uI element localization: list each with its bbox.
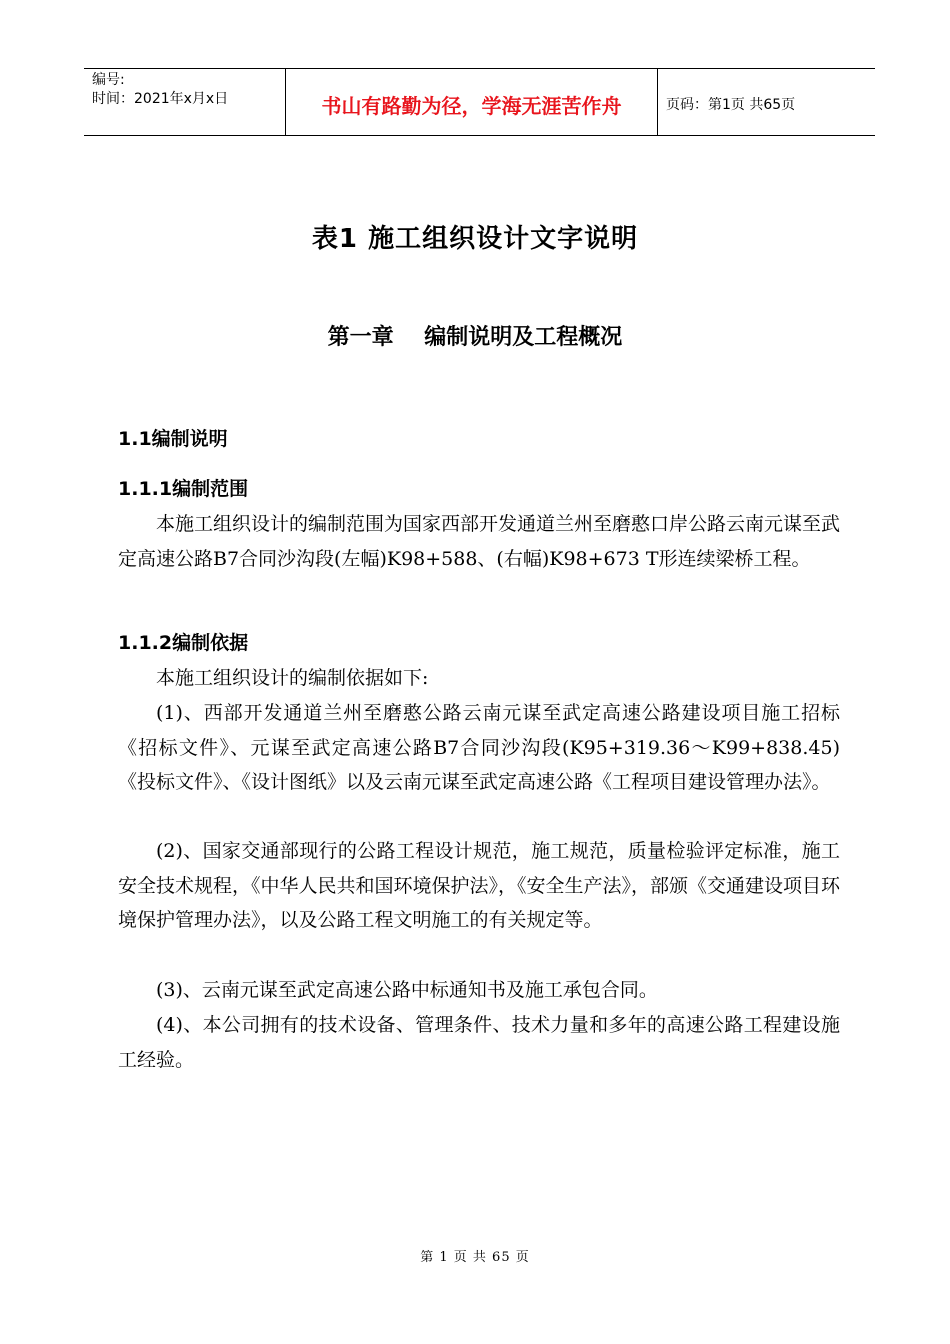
paragraph-basis-item-4: (4)、本公司拥有的技术设备、管理条件、技术力量和多年的高速公路工程建设施工经验。: [118, 1014, 840, 1071]
paragraph-scope: 本施工组织设计的编制范围为国家西部开发通道兰州至磨憨口岸公路云南元谋至武定高速公路B7合同沙沟段(左幅)K98+588、(右幅)K98+673 T形连续梁桥工程。: [118, 513, 841, 570]
section-heading-1-1-2: 1.1.2编制依据: [118, 632, 249, 654]
chapter-title: 第一章 编制说明及工程概况: [327, 325, 623, 350]
paragraph-basis-item-1: (1)、西部开发通道兰州至磨憨公路云南元谋至武定高速公路建设项目施工招标《招标文件》、元谋至武定高速公路B7合同沙沟段(K95+319.36～K99+838.45)《投标文件》、《设计图纸》以及云南元谋至武定高速公路《工程项目建设管理办法》。: [118, 702, 840, 793]
page-footer: 第 1 页 共 65 页: [420, 1250, 530, 1265]
date-line: 时间：2021年x月x日: [92, 91, 229, 107]
header-page-info: 页码：第1页 共65页: [666, 97, 796, 113]
code-label: 编号:: [92, 72, 125, 88]
section-heading-1-1: 1.1编制说明: [118, 428, 228, 450]
paragraph-basis-intro: 本施工组织设计的编制依据如下:: [156, 667, 429, 689]
section-heading-1-1-1: 1.1.1编制范围: [118, 478, 249, 500]
paragraph-basis-item-2: (2)、国家交通部现行的公路工程设计规范，施工规范，质量检验评定标准，施工安全技术规程，《中华人民共和国环境保护法》，《安全生产法》，部颁《交通建设项目环境保护管理办法》，以及公路工程文明施工的有关规定等。: [118, 840, 841, 931]
header-meta: [84, 69, 286, 135]
document-title: 表1 施工组织设计文字说明: [311, 224, 639, 254]
paragraph-basis-item-3: (3)、云南元谋至武定高速公路中标通知书及施工承包合同。: [156, 979, 658, 1001]
page-header: [84, 68, 875, 136]
header-motto: 书山有路勤为径，学海无涯苦作舟: [286, 69, 658, 135]
